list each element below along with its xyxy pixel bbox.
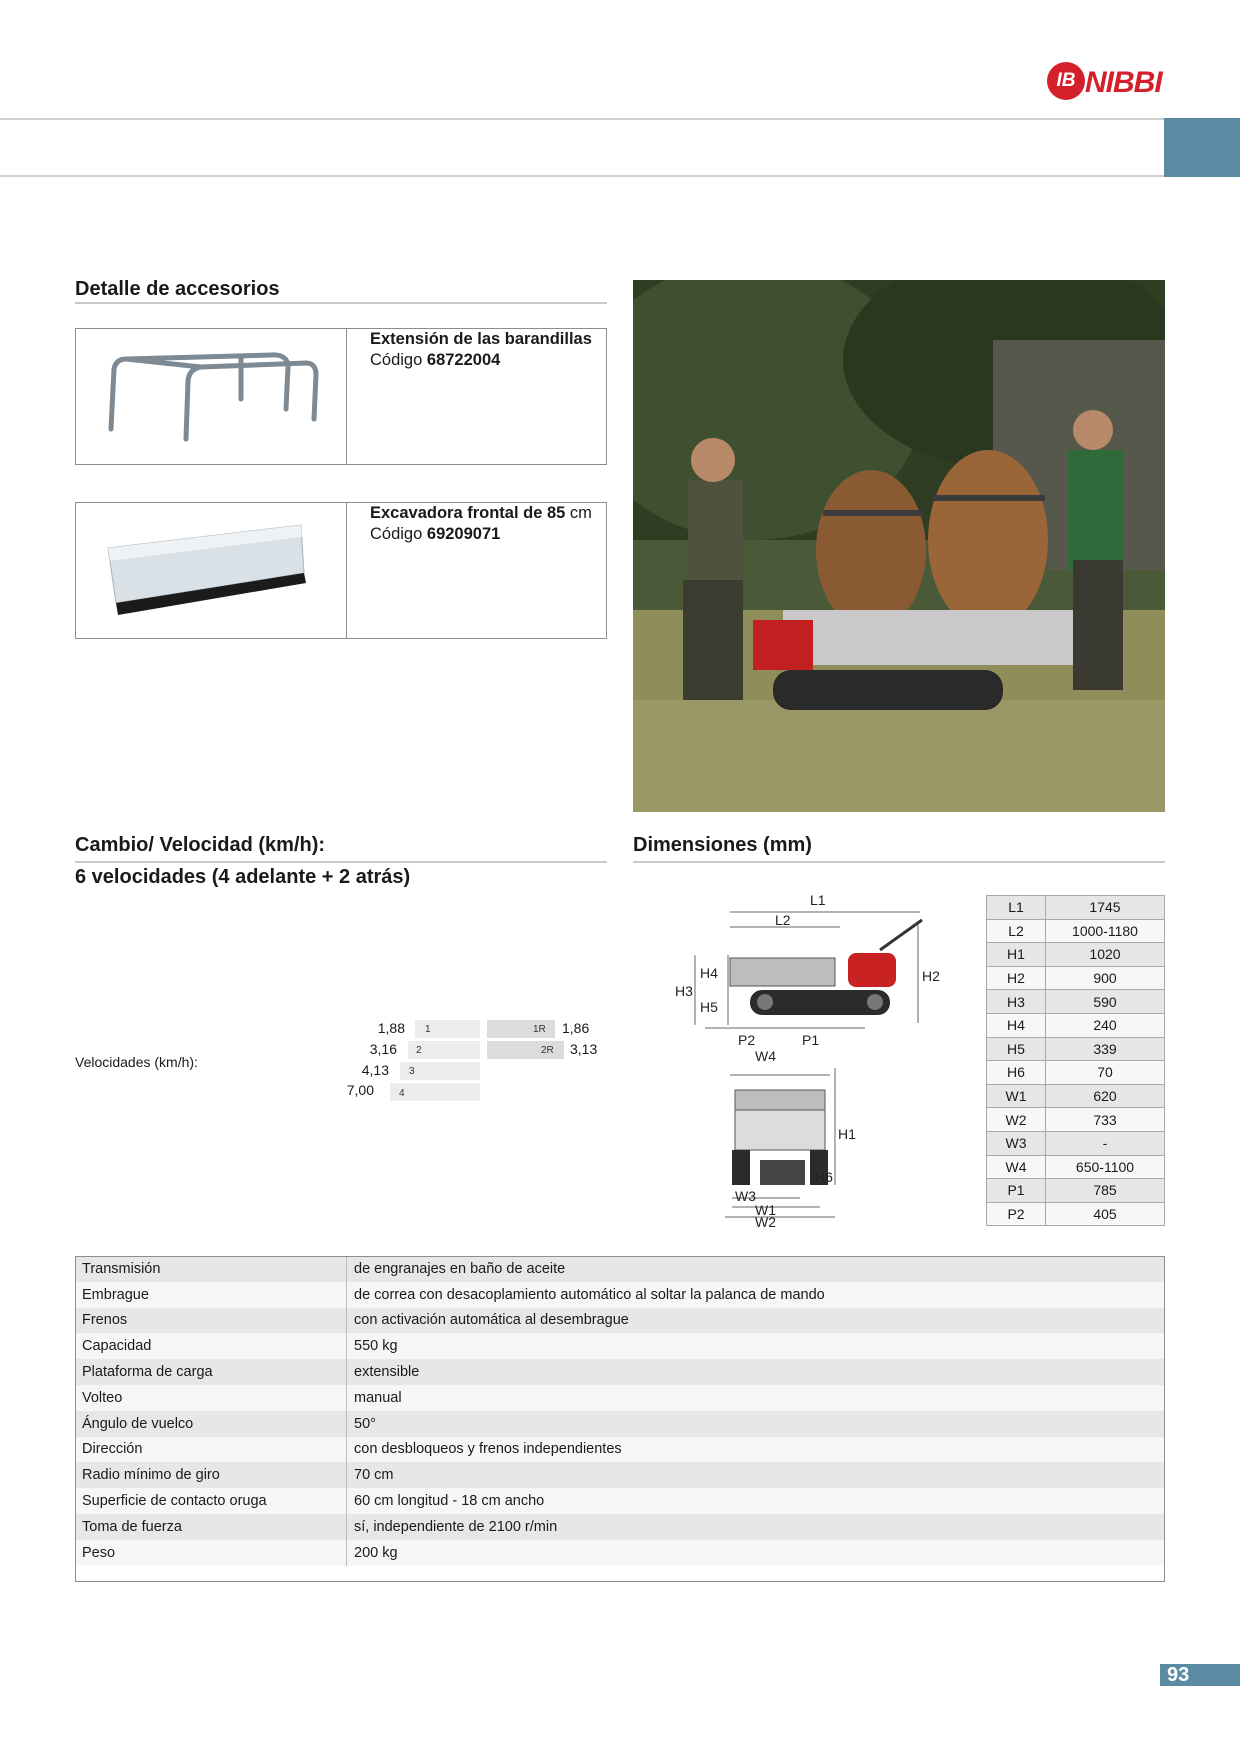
table-row (75, 1514, 1165, 1540)
gear-value: 1,86 (562, 1020, 590, 1036)
table-row (987, 1061, 1165, 1085)
dim-value: 620 (1046, 1084, 1165, 1108)
dim-value: 1745 (1046, 896, 1165, 920)
diagram-label: P2 (738, 1032, 756, 1048)
dim-key: P2 (987, 1202, 1046, 1226)
logo-text: NIBBI (1085, 66, 1162, 99)
side-tab (1164, 118, 1240, 177)
table-row (75, 1333, 1165, 1359)
accessories-rule (75, 302, 607, 304)
gear-tag: 4 (399, 1088, 405, 1099)
dim-value: - (1046, 1131, 1165, 1155)
table-row (987, 1202, 1165, 1226)
table-row (987, 966, 1165, 990)
dim-value: 590 (1046, 990, 1165, 1014)
speeds-subheading: 6 velocidades (4 adelante + 2 atrás) (75, 866, 411, 888)
spec-label: Radio mínimo de giro (75, 1462, 347, 1488)
spec-value: con desbloqueos y frenos independientes (347, 1437, 1166, 1463)
spec-value: de correa con desacoplamiento automático al soltar la palanca de mando (347, 1282, 1166, 1308)
dim-key: W3 (987, 1131, 1046, 1155)
spec-label: Ángulo de vuelco (75, 1411, 347, 1437)
speeds-label: Velocidades (km/h): (75, 1054, 198, 1070)
dimensions-rule (633, 861, 1165, 863)
table-row (75, 1256, 1165, 1282)
diagram-label: W2 (755, 1214, 776, 1230)
diagram-label: L2 (775, 912, 791, 928)
spec-label: Plataforma de carga (75, 1359, 347, 1385)
table-row (987, 990, 1165, 1014)
dim-value: 1000-1180 (1046, 919, 1165, 943)
spec-label: Peso (75, 1540, 347, 1566)
gear-value: 3,16 (369, 1041, 397, 1057)
table-row (75, 1359, 1165, 1385)
diagram-label: P1 (802, 1032, 820, 1048)
dim-value: 70 (1046, 1061, 1165, 1085)
dim-value: 900 (1046, 966, 1165, 990)
diagram-label: W4 (755, 1048, 776, 1064)
diagram-label: H2 (922, 968, 940, 984)
header-bottom-rule (0, 175, 1164, 177)
dim-value: 785 (1046, 1179, 1165, 1203)
spec-label: Superficie de contacto oruga (75, 1488, 347, 1514)
dim-key: H6 (987, 1061, 1046, 1085)
dim-value: 405 (1046, 1202, 1165, 1226)
spec-value: extensible (347, 1359, 1166, 1385)
dim-key: L1 (987, 896, 1046, 920)
spec-value: 200 kg (347, 1540, 1166, 1566)
dim-key: L2 (987, 919, 1046, 943)
table-row (75, 1488, 1165, 1514)
dim-key: H3 (987, 990, 1046, 1014)
dim-key: W1 (987, 1084, 1046, 1108)
dim-value: 240 (1046, 1013, 1165, 1037)
table-row (987, 1013, 1165, 1037)
table-row (987, 943, 1165, 967)
accessory-card-blade (75, 502, 607, 639)
table-row (987, 1037, 1165, 1061)
diagram-label: H3 (675, 983, 693, 999)
diagram-label: H5 (700, 999, 718, 1015)
brand-logo (1047, 60, 1167, 104)
spec-label: Embrague (75, 1282, 347, 1308)
railing-extension-image (76, 329, 347, 464)
spec-value: 50° (347, 1411, 1166, 1437)
table-row (75, 1282, 1165, 1308)
dim-key: W4 (987, 1155, 1046, 1179)
table-row (987, 1108, 1165, 1132)
spec-value: con activación automática al desembrague (347, 1308, 1166, 1334)
spec-label: Frenos (75, 1308, 347, 1334)
header-top-rule (0, 118, 1164, 120)
spec-label: Volteo (75, 1385, 347, 1411)
front-blade-text: Excavadora frontal de 85 cm Código 69209071 (370, 504, 592, 543)
spec-label: Dirección (75, 1437, 347, 1463)
table-row (75, 1462, 1165, 1488)
table-row (75, 1437, 1165, 1463)
table-row (987, 1155, 1165, 1179)
dim-value: 650-1100 (1046, 1155, 1165, 1179)
table-row (987, 1179, 1165, 1203)
table-row (75, 1411, 1165, 1437)
diagram-label: H6 (815, 1169, 833, 1185)
diagram-label: L1 (810, 892, 826, 908)
spec-value: manual (347, 1385, 1166, 1411)
diagram-label: W3 (735, 1188, 756, 1204)
table-row (75, 1540, 1165, 1566)
speeds-heading: Cambio/ Velocidad (km/h): (75, 834, 326, 856)
spec-label: Toma de fuerza (75, 1514, 347, 1540)
dim-key: W2 (987, 1108, 1046, 1132)
dimensions-heading: Dimensiones (mm) (633, 834, 812, 856)
railing-extension-text: Extensión de las barandillas Código 68722004 (370, 330, 592, 369)
table-row (987, 1084, 1165, 1108)
front-blade-image (76, 503, 347, 638)
dimensions-table (986, 895, 1165, 1226)
spec-value: 60 cm longitud - 18 cm ancho (347, 1488, 1166, 1514)
gear-tag: 2R (541, 1045, 554, 1056)
gear-tag: 3 (409, 1066, 415, 1077)
table-row (75, 1385, 1165, 1411)
dim-value: 733 (1046, 1108, 1165, 1132)
dimension-diagram (660, 885, 960, 1235)
gear-tag: 1 (425, 1024, 431, 1035)
dim-key: H4 (987, 1013, 1046, 1037)
logo-mark: IB (1047, 62, 1085, 100)
gear-tag: 1R (533, 1024, 546, 1035)
diagram-label: W1 (755, 1202, 776, 1218)
speeds-rule (75, 861, 607, 863)
dim-key: H5 (987, 1037, 1046, 1061)
dim-key: P1 (987, 1179, 1046, 1203)
spec-value: sí, independiente de 2100 r/min (347, 1514, 1166, 1540)
dim-value: 339 (1046, 1037, 1165, 1061)
accessory-card-railing (75, 328, 607, 465)
spec-value: de engranajes en baño de aceite (347, 1256, 1166, 1282)
spec-label: Transmisión (75, 1256, 347, 1282)
spec-value: 550 kg (347, 1333, 1166, 1359)
gear-tag: 2 (416, 1045, 422, 1056)
accessories-heading: Detalle de accesorios (75, 278, 280, 300)
diagram-label: H4 (700, 965, 718, 981)
specifications-table (75, 1256, 1165, 1566)
diagram-label: H1 (838, 1126, 856, 1142)
gear-value: 7,00 (346, 1082, 374, 1098)
table-row (987, 919, 1165, 943)
dim-key: H1 (987, 943, 1046, 967)
product-photo (633, 280, 1165, 812)
table-row (987, 896, 1165, 920)
spec-value: 70 cm (347, 1462, 1166, 1488)
gear-value: 3,13 (570, 1041, 598, 1057)
dim-key: H2 (987, 966, 1046, 990)
table-row (987, 1131, 1165, 1155)
gear-value: 4,13 (361, 1062, 389, 1078)
table-row (75, 1308, 1165, 1334)
page-number: 93 (1160, 1664, 1240, 1686)
spec-label: Capacidad (75, 1333, 347, 1359)
gear-value: 1,88 (377, 1020, 405, 1036)
dim-value: 1020 (1046, 943, 1165, 967)
